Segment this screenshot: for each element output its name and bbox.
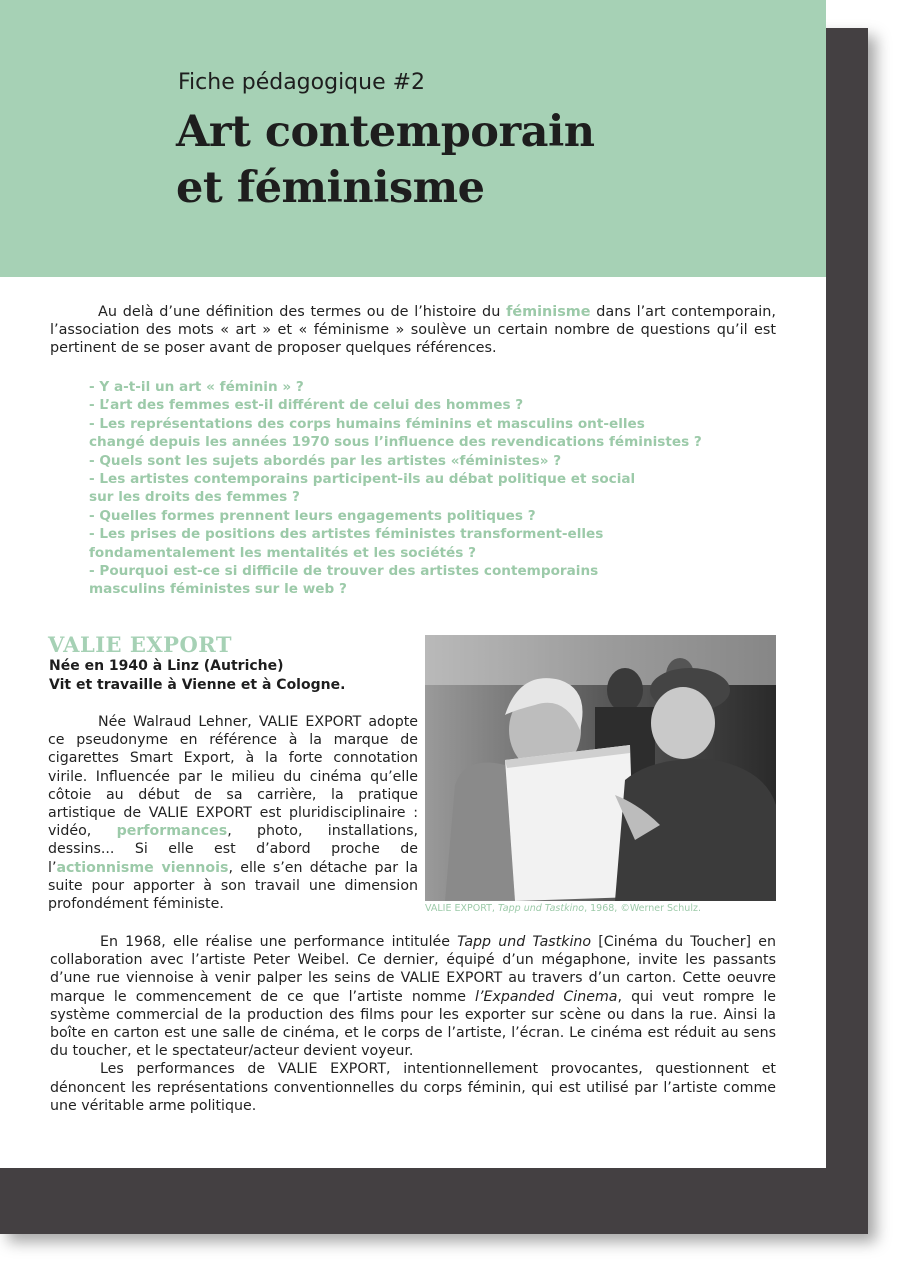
actionnisme-link[interactable]: actionnisme viennois bbox=[56, 859, 229, 876]
caption-artist: VALIE EXPORT, bbox=[425, 903, 498, 914]
caption-work: Tapp und Tastkino bbox=[497, 903, 585, 914]
body-section bbox=[50, 933, 776, 1115]
body-text: , qui veut rompre le système commercial de la production des films pour les exporter sur scène ou dans la rue. Ainsi la boîte en carton est une salle de cinéma, et le corps de l’artiste, l’écran. Le cinéma est réduit au sens du toucher, et le spectateur/acteur devient voyeur. bbox=[50, 988, 776, 1060]
body-paragraph-1 bbox=[50, 933, 776, 1060]
body-text: Les performances de VALIE EXPORT, intentionnellement provocantes, questionnent et dénoncent les représentations conventionnelles du corps féminin, qui est utilisé par l’artiste comme une véritable arme politique. bbox=[50, 1061, 776, 1114]
bio-text-3: , elle s’en détache par la suite pour apporter à son travail une dimension profondément féministe. bbox=[48, 859, 419, 913]
feminisme-link[interactable]: féminisme bbox=[506, 304, 591, 320]
question-line: - Les représentations des corps humains féminins et masculins ont-elles bbox=[89, 415, 645, 432]
bio-text-1: Née Walraud Lehner, VALIE EXPORT adopte ce pseudonyme en référence à la marque de cigarettes Smart Export, à la forte connotation virile. Influencée par le milieu du cinéma qu’elle côtoie au début de sa carrière, la pratique artistique de VALIE EXPORT est pluridisciplinaire : vidéo, bbox=[48, 714, 418, 840]
question-list bbox=[89, 378, 729, 599]
body-work-title: Tapp und Tastkino bbox=[457, 934, 592, 950]
header-banner bbox=[0, 0, 826, 277]
question-line: changé depuis les années 1970 sous l’influence des revendications féministes ? bbox=[89, 434, 702, 451]
artist-heading: VALIE EXPORT bbox=[48, 632, 232, 657]
artwork-photo bbox=[425, 635, 776, 901]
question-line: - L’art des femmes est-il différent de celui des hommes ? bbox=[89, 397, 524, 414]
document-kicker: Fiche pédagogique #2 bbox=[178, 70, 426, 95]
performances-link[interactable]: performances bbox=[116, 823, 228, 840]
bio-text-2: , photo, installations, dessins... Si elle est d’abord proche de l’ bbox=[48, 823, 418, 876]
body-term: l’Expanded Cinema bbox=[475, 988, 618, 1005]
question-line: masculins féministes sur le web ? bbox=[89, 581, 347, 598]
question-line: - Quelles formes prennent leurs engagements politiques ? bbox=[89, 507, 536, 524]
title-line-1: Art contemporain bbox=[176, 107, 595, 157]
question-line: sur les droits des femmes ? bbox=[89, 489, 300, 506]
artist-birth: Née en 1940 à Linz (Autriche) bbox=[49, 658, 284, 674]
body-text: En 1968, elle réalise une performance intitulée bbox=[100, 934, 458, 950]
body-text: [Cinéma du Toucher] en collaboration avec l’artiste Peter Weibel. Ce dernier, équipé d’un mégaphone, invite les passants d’une rue viennoise à venir palper les seins de VALIE EXPORT au travers d’un carton. Cette oeuvre marque le commencement de ce que l’artiste nomme bbox=[50, 934, 776, 1005]
artist-residence: Vit et travaille à Vienne et à Cologne. bbox=[49, 677, 346, 693]
intro-paragraph bbox=[50, 303, 776, 358]
question-line: - Pourquoi est-ce si difficile de trouver des artistes contemporains bbox=[89, 563, 599, 580]
artist-biography bbox=[48, 713, 418, 913]
question-line: - Y a-t-il un art « féminin » ? bbox=[89, 379, 304, 395]
photo-illustration bbox=[425, 635, 776, 901]
question-line: fondamentalement les mentalités et les sociétés ? bbox=[89, 544, 476, 561]
intro-text-2: dans l’art contemporain, l’association des mots « art » et « féminisme » soulève un certain nombre de questions qu’il est pertinent de se poser avant de proposer quelques références. bbox=[50, 304, 776, 357]
intro-text-1: Au delà d’une définition des termes ou de l’histoire du bbox=[98, 304, 507, 320]
title-line-2: et féminisme bbox=[176, 163, 485, 213]
question-line: - Quels sont les sujets abordés par les artistes «féministes» ? bbox=[89, 452, 562, 469]
page-title bbox=[176, 104, 595, 216]
question-line: - Les artistes contemporains participent-ils au débat politique et social bbox=[89, 471, 636, 488]
photo-caption bbox=[425, 903, 701, 914]
body-paragraph-2 bbox=[50, 1060, 776, 1115]
question-line: - Les prises de positions des artistes féministes transforment-elles bbox=[89, 526, 604, 543]
caption-credit: , 1968, ©Werner Schulz. bbox=[584, 903, 701, 914]
